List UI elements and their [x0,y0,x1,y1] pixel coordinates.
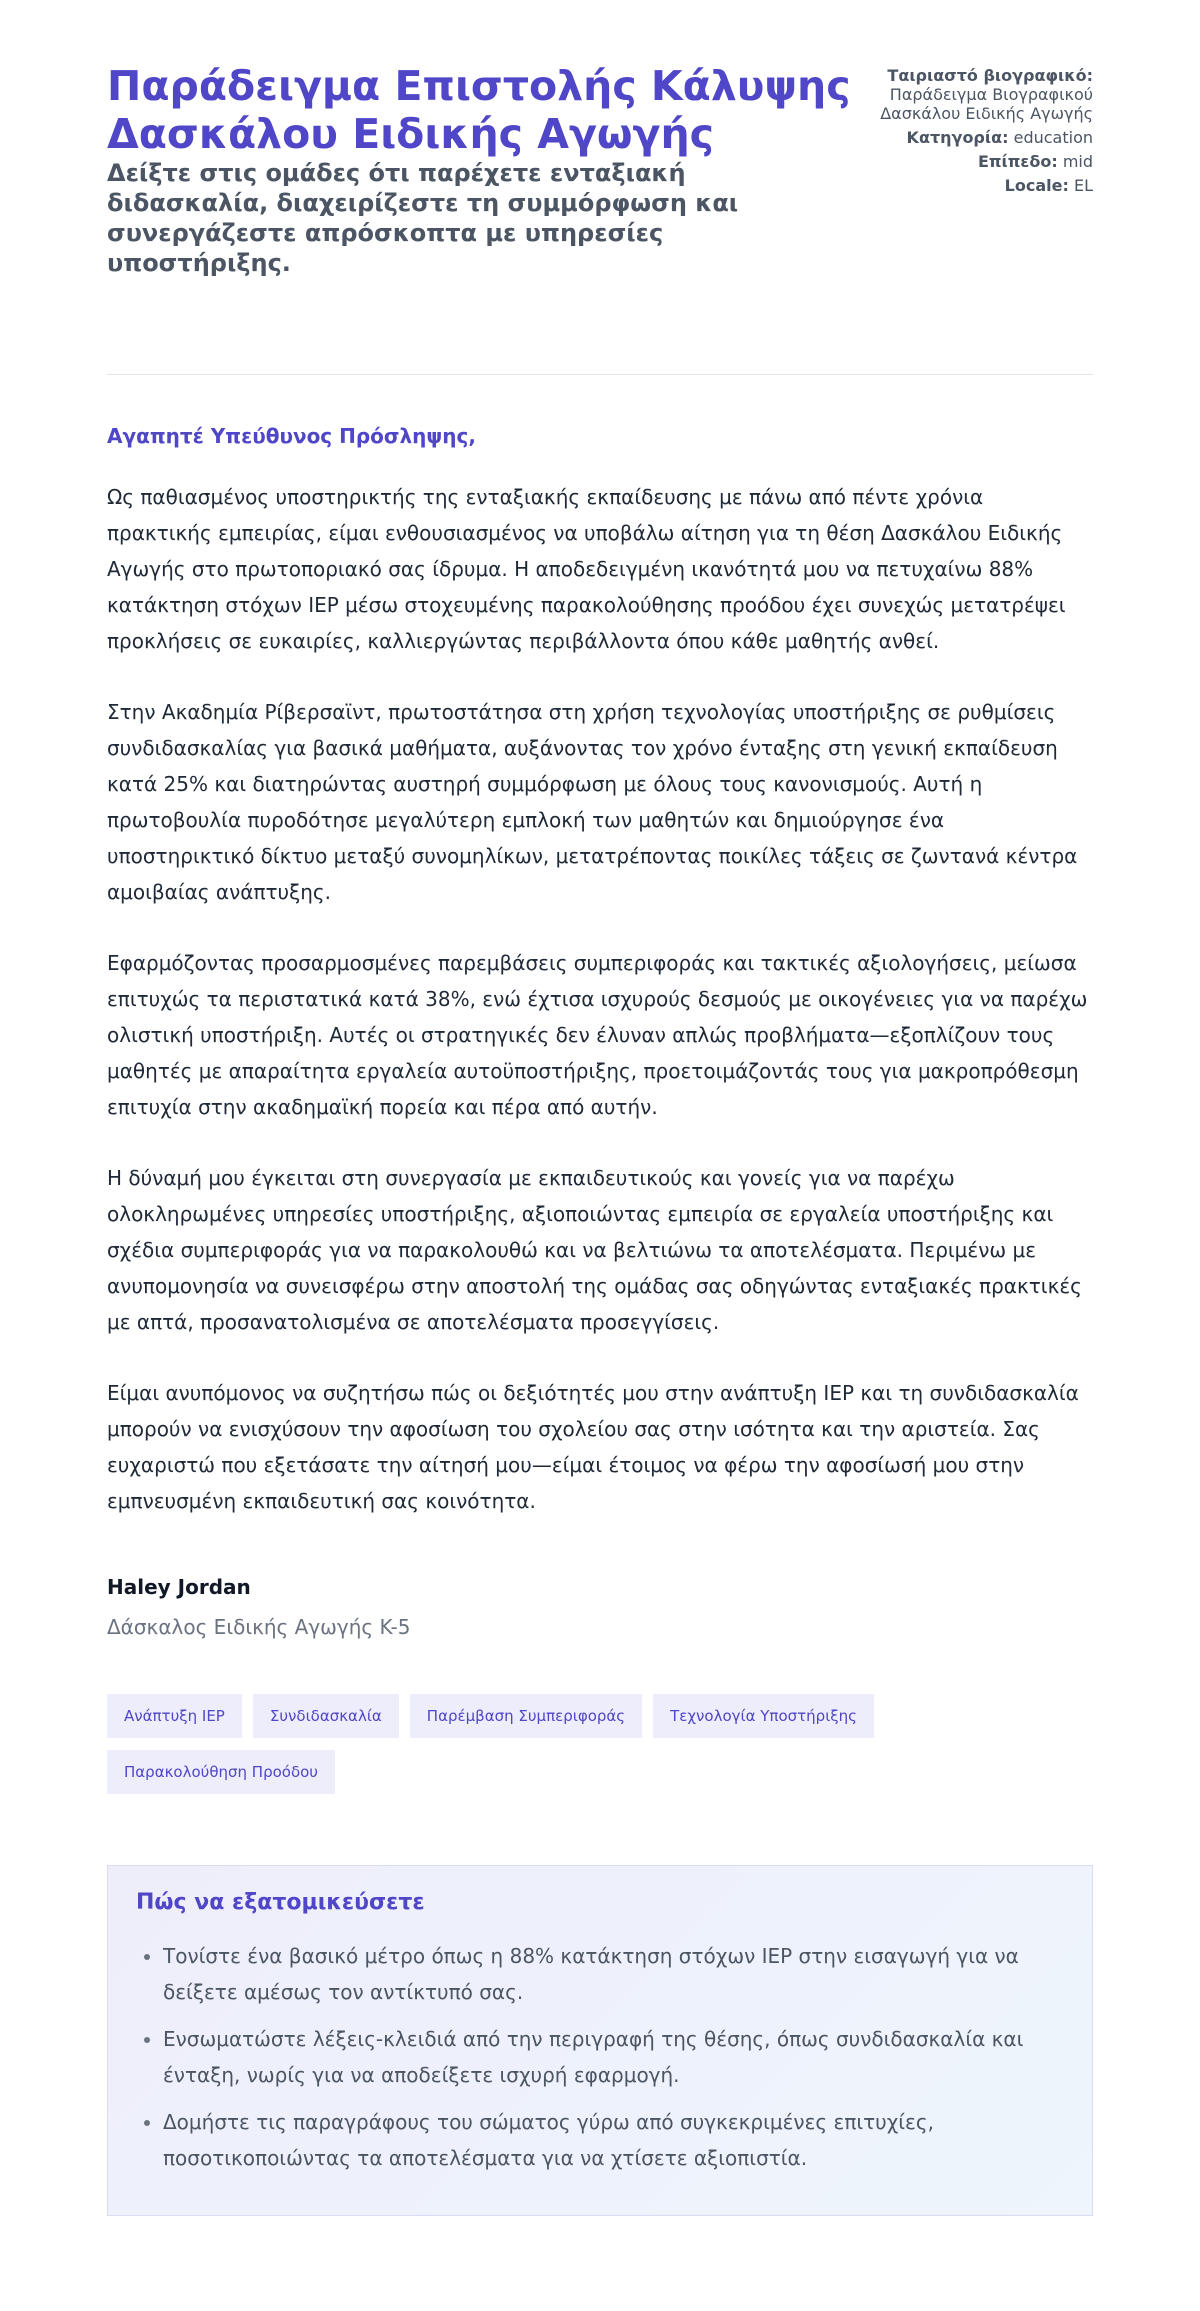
meta-locale [833,176,1093,195]
skill-tags [107,1694,1047,1794]
letter-paragraph: Είμαι ανυπόμονος να συζητήσω πώς οι δεξιότητές μου στην ανάπτυξη IEP και τη συνδιδασκαλία μπορούν να ενισχύσουν την αφοσίωση του σχολείου σας στην ισότητα και την αριστεία. Σας ευχαριστώ που εξετάσατε την αίτησή μου—είμαι έτοιμος να φέρω την αφοσίωσή μου στην εμπνευσμένη εκπαιδευτική σας κοινότητα. [107,1381,1079,1513]
meta-level-label: Επίπεδο: [977,152,1058,171]
meta-locale-value: EL [1073,176,1093,195]
tip-item: • Ενσωματώστε λέξεις-κλειδιά από την περιγραφή της θέσης, όπως συνδιδασκαλία και ένταξη, νωρίς για να αποδείξετε ισχυρή εφαρμογή. [163,2021,1064,2093]
meta-panel [833,66,1093,200]
meta-resume-value-row [833,85,1093,123]
skill-tag[interactable]: Ανάπτυξη IEP [107,1694,242,1738]
skill-tag[interactable]: Παρέμβαση Συμπεριφοράς [410,1694,642,1738]
signature-name: Haley Jordan [107,1575,251,1599]
skill-tag[interactable]: Συνδιδασκαλία [253,1694,399,1738]
meta-level-value: mid [1062,152,1093,171]
header-divider [107,374,1093,375]
skill-tag[interactable]: Παρακολούθηση Προόδου [107,1750,335,1794]
tips-list [136,1938,1064,2176]
signature-block [107,1574,1093,1640]
tip-item: • Τονίστε ένα βασικό μέτρο όπως η 88% κατάκτηση στόχων IEP στην εισαγωγή για να δείξετε αμέσως τον αντίκτυπό σας. [163,1938,1064,2010]
meta-category-label: Κατηγορία: [906,128,1009,147]
tip-item: • Δομήστε τις παραγράφους του σώματος γύρω από συγκεκριμένες επιτυχίες, ποσοτικοποιώντας τα αποτελέσματα για να χτίσετε αξιοπιστία. [163,2104,1064,2176]
letter-paragraph: Η δύναμή μου έγκειται στη συνεργασία με εκπαιδευτικούς και γονείς για να παρέχω ολοκληρωμένες υπηρεσίες υποστήριξης, αξιοποιώντας εμπειρία σε εργαλεία υποστήριξης και σχέδια συμπεριφοράς για να παρακολουθώ και να βελτιώνω τα αποτελέσματα. Περιμένω με ανυπομονησία να συνεισφέρω στην αποστολή της ομάδας σας οδηγώντας ενταξιακές πρακτικές με απτά, προσανατολισμένα σε αποτελέσματα προσεγγίσεις. [107,1166,1082,1334]
meta-category-value: education [1013,128,1093,147]
meta-resume-value[interactable]: Παράδειγμα Βιογραφικού Δασκάλου Ειδικής Αγωγής [880,85,1093,123]
letter-paragraph: Ως παθιασμένος υποστηρικτής της ενταξιακής εκπαίδευσης με πάνω από πέντε χρόνια πρακτικής εμπειρίας, είμαι ενθουσιασμένος να υποβάλω αίτηση για τη θέση Δασκάλου Ειδικής Αγωγής στο πρωτοποριακό σας ίδρυμα. Η αποδεδειγμένη ικανότητά μου να πετυχαίνω 88% κατάκτηση στόχων IEP μέσω στοχευμένης παρακολούθησης προόδου έχει συνεχώς μετατρέψει προκλήσεις σε ευκαιρίες, καλλιεργώντας περιβάλλοντα όπου κάθε μαθητής ανθεί. [107,485,1066,653]
page-header [107,0,1093,312]
page-title: Παράδειγμα Επιστολής Κάλυψης Δασκάλου Ειδικής Αγωγής [107,62,851,158]
meta-category [833,128,1093,147]
signature-role: Δάσκαλος Ειδικής Αγωγής K-5 [107,1615,411,1639]
letter-body [107,479,1093,1519]
page-subtitle: Δείξτε στις ομάδες ότι παρέχετε ενταξιακή διδασκαλία, διαχειρίζεστε τη συμμόρφωση και συνεργάζεστε απρόσκοπτα με υπηρεσίες υποστήριξης. [107,159,739,277]
letter-paragraph: Εφαρμόζοντας προσαρμοσμένες παρεμβάσεις συμπεριφοράς και τακτικές αξιολογήσεις, μείωσα επιτυχώς τα περιστατικά κατά 38%, ενώ έχτισα ισχυρούς δεσμούς με οικογένειες για να παρέχω ολιστική υποστήριξη. Αυτές οι στρατηγικές δεν έλυναν απλώς προβλήματα—εξοπλίζουν τους μαθητές με απαραίτητα εργαλεία αυτοϋποστήριξης, προετοιμάζοντάς τους για μακροπρόθεσμη επιτυχία στην ακαδημαϊκή πορεία και πέρα από αυτήν. [107,951,1088,1119]
meta-locale-label: Locale: [1004,176,1069,195]
skill-tag[interactable]: Τεχνολογία Υποστήριξης [653,1694,874,1738]
meta-resume [833,66,1093,85]
letter-greeting: Αγαπητέ Υπεύθυνος Πρόσληψης, [107,424,476,448]
letter-paragraph: Στην Ακαδημία Ρίβερσαϊντ, πρωτοστάτησα στη χρήση τεχνολογίας υποστήριξης σε ρυθμίσεις συνδιδασκαλίας για βασικά μαθήματα, αυξάνοντας τον χρόνο ένταξης στη γενική εκπαίδευση κατά 25% και διατηρώντας αυστηρή συμμόρφωση με όλους τους κανονισμούς. Αυτή η πρωτοβουλία πυροδότησε μεγαλύτερη εμπλοκή των μαθητών και δημιούργησε ένα υποστηρικτικό δίκτυο μεταξύ συνομηλίκων, μετατρέποντας ποικίλες τάξεις σε ζωντανά κέντρα αμοιβαίας ανάπτυξης. [107,700,1078,904]
meta-level [833,152,1093,171]
personalization-tips [107,1865,1093,2216]
tips-title: Πώς να εξατομικεύσετε [136,1890,425,1915]
meta-resume-label: Ταιριαστό βιογραφικό: [887,66,1093,85]
